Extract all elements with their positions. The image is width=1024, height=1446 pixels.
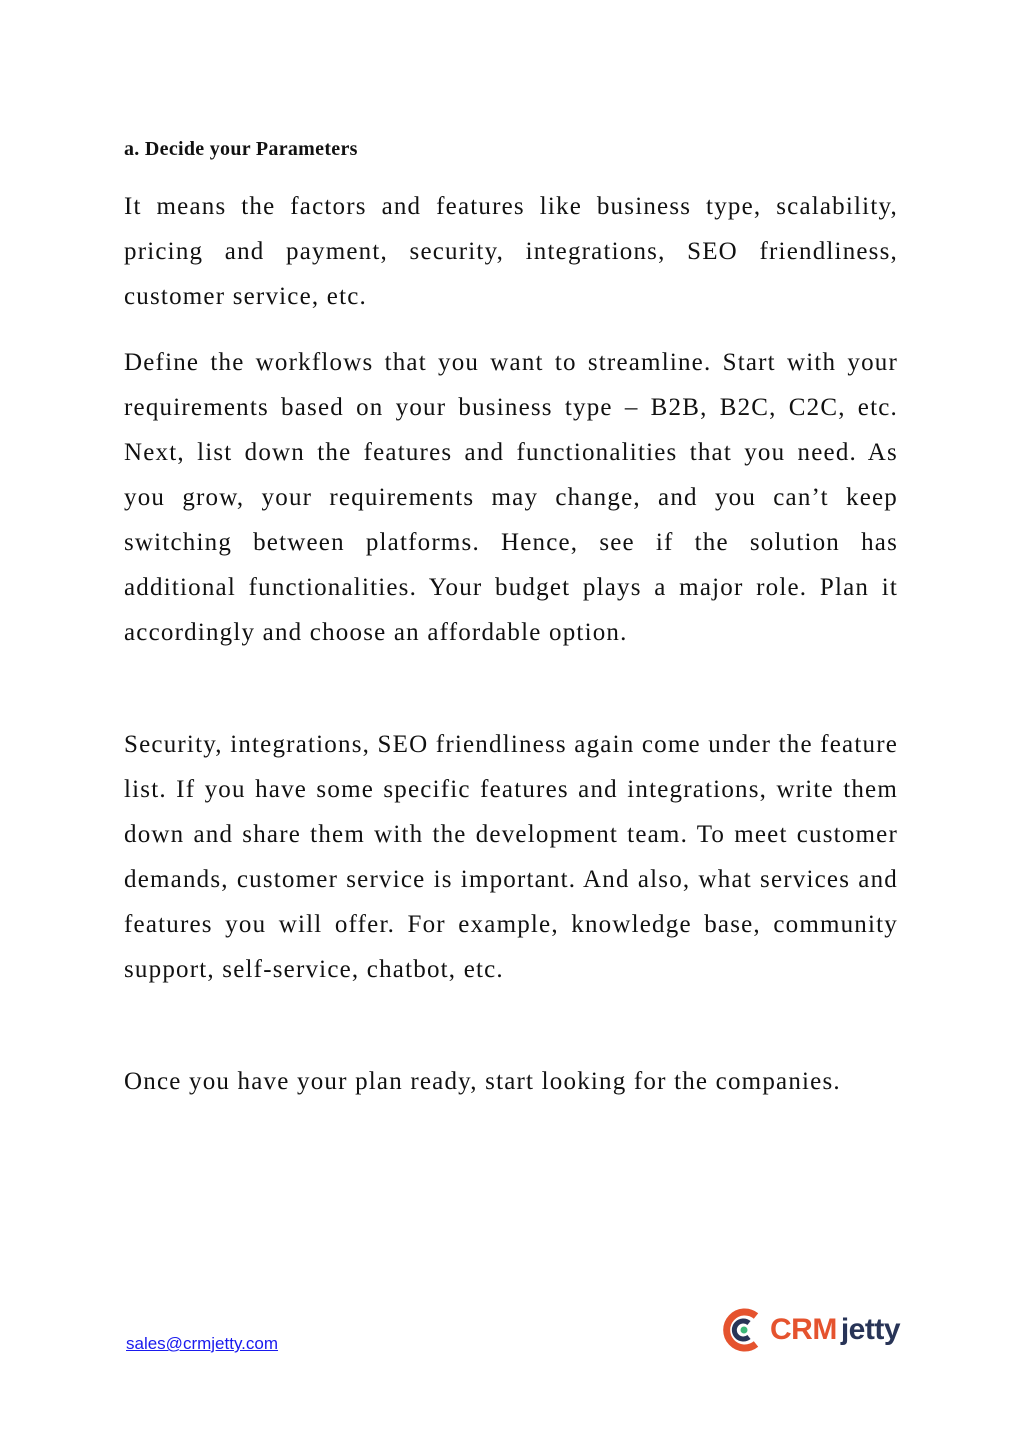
- logo-brand-crm: CRM: [770, 1313, 837, 1346]
- paragraph-plan-ready: Once you have your plan ready, start looking for the companies.: [124, 1068, 841, 1095]
- paragraph-features: Security, integrations, SEO friendliness again come under the feature list. If you have some specific features and integrations, write them down and share them with the development team. To meet customer demands, customer service is important. And also, what services and features you will offer. For example, knowledge base, community support, self-service, chatbot, etc.: [124, 731, 899, 983]
- sales-email-link[interactable]: sales@crmjetty.com: [126, 1334, 279, 1353]
- crmjetty-logo: [720, 1303, 900, 1357]
- paragraph-workflows: Define the workflows that you want to streamline. Start with your requirements based on your business type – B2B, B2C, C2C, etc. Next, list down the features and functionalities that you need. As you grow, your requirements may change, and you can’t keep switching between platforms. Hence, see if the solution has additional functionalities. Your budget plays a major role. Plan it accordingly and choose an affordable option.: [124, 349, 898, 646]
- crmjetty-c-logo-icon: [720, 1307, 762, 1353]
- section-heading: a. Decide your Parameters: [124, 138, 358, 160]
- logo-brand-jetty: jetty: [840, 1313, 901, 1346]
- paragraph-parameters: It means the factors and features like business type, scalability, pricing and payment, security, integrations, SEO friendliness, customer service, etc.: [124, 193, 898, 310]
- logo-wordmark: [770, 1313, 900, 1347]
